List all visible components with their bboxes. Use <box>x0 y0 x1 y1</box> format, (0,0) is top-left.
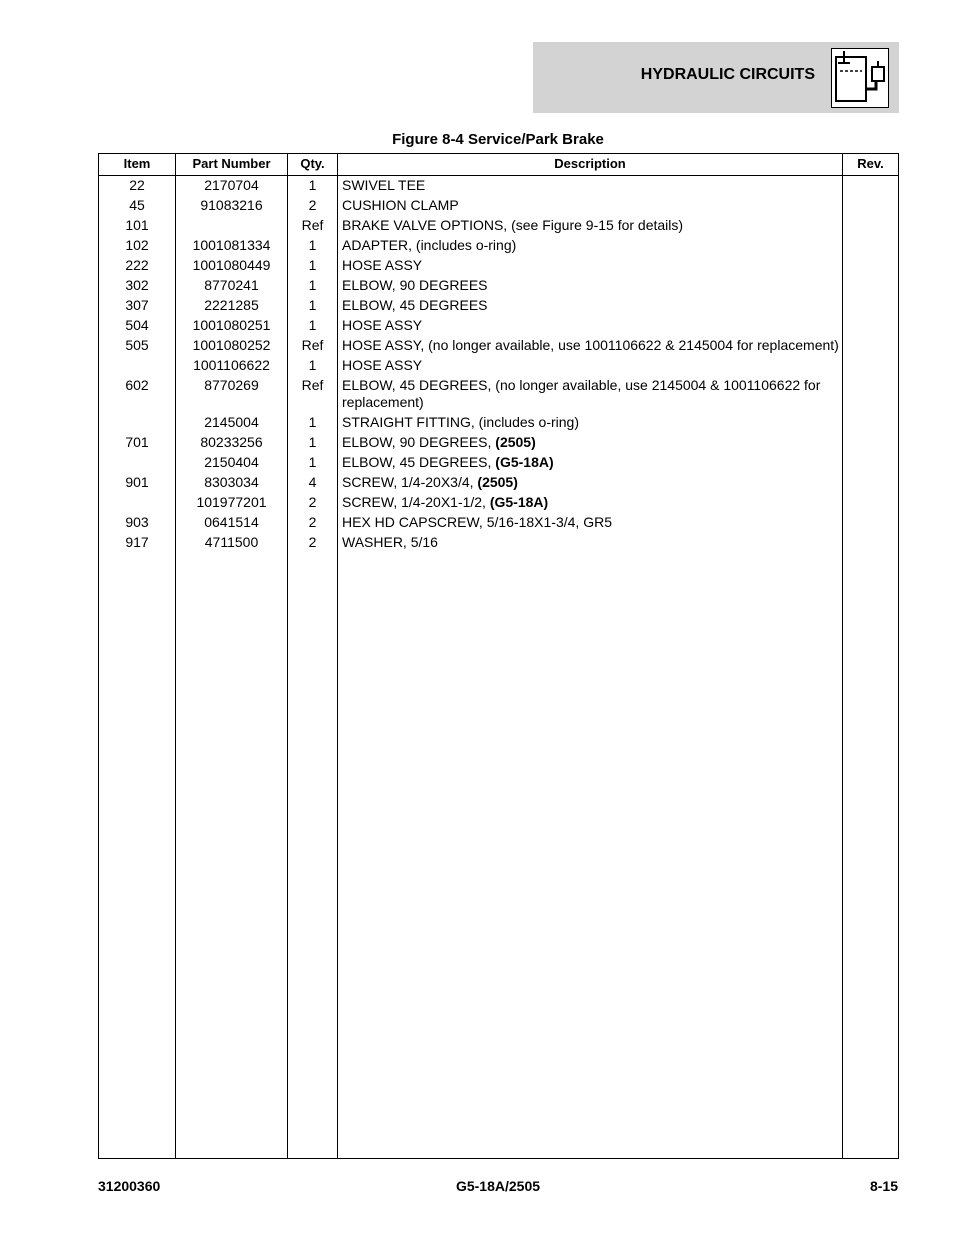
item-number <box>99 493 175 494</box>
description <box>342 433 842 451</box>
item-number: 101 <box>125 217 149 233</box>
description <box>342 276 842 294</box>
description-text: HOSE ASSY <box>342 257 423 273</box>
quantity: Ref <box>301 337 324 353</box>
item-number: 504 <box>125 317 149 333</box>
item-number: 903 <box>125 514 149 530</box>
part-number: 2145004 <box>204 414 259 430</box>
table-row <box>99 376 898 413</box>
quantity: 2 <box>308 494 317 510</box>
description-text: ELBOW, 45 DEGREES <box>342 297 488 313</box>
part-number: 8303034 <box>204 474 259 490</box>
model-variant: (G5-18A) <box>489 494 549 510</box>
quantity: 1 <box>308 297 317 313</box>
table-row <box>99 256 898 276</box>
part-number: 2150404 <box>204 454 259 470</box>
part-number: 80233256 <box>200 434 263 450</box>
description <box>342 453 842 471</box>
table-row <box>99 216 898 236</box>
description-text: SWIVEL TEE <box>342 177 426 193</box>
column-header-part-number: Part Number <box>192 156 271 171</box>
item-number: 505 <box>125 337 149 353</box>
description-text: ELBOW, 45 DEGREES, (no longer available, use 2145004 & 1001106622 for replacement) <box>342 377 821 410</box>
item-number: 701 <box>125 434 149 450</box>
table-row <box>99 513 898 533</box>
table-row <box>99 413 898 433</box>
footer-page-number: 8-15 <box>869 1178 898 1194</box>
description-text: HOSE ASSY <box>342 357 423 373</box>
table-row <box>99 236 898 256</box>
item-number: 602 <box>125 377 149 393</box>
model-variant: (G5-18A) <box>495 454 554 470</box>
table-row <box>99 276 898 296</box>
description-text: HEX HD CAPSCREW, 5/16-18X1-3/4, GR5 <box>342 514 612 530</box>
quantity: 1 <box>308 454 317 470</box>
table-row <box>99 176 898 196</box>
table-row <box>99 296 898 316</box>
item-number: 102 <box>125 237 149 253</box>
footer-doc-number: 31200360 <box>98 1178 161 1194</box>
part-number <box>176 216 287 217</box>
quantity: 1 <box>308 434 317 450</box>
part-number: 91083216 <box>200 197 263 213</box>
description <box>342 473 842 491</box>
part-number: 1001081334 <box>192 237 271 253</box>
part-number: 8770269 <box>204 377 259 393</box>
item-number: 45 <box>129 197 145 213</box>
part-number: 1001106622 <box>193 357 270 373</box>
part-number: 1001080252 <box>192 337 271 353</box>
hydraulic-reservoir-icon <box>831 48 889 108</box>
quantity: 2 <box>308 534 317 550</box>
item-number <box>99 356 175 357</box>
quantity: 4 <box>308 474 317 490</box>
quantity: 1 <box>308 414 317 430</box>
table-row <box>99 316 898 336</box>
figure-title: Figure 8-4 Service/Park Brake <box>392 131 604 148</box>
description <box>342 376 842 411</box>
parts-table <box>98 153 899 1159</box>
model-variant: (2505) <box>477 474 518 490</box>
description <box>342 236 842 254</box>
quantity: 1 <box>308 317 317 333</box>
item-number: 22 <box>129 177 145 193</box>
item-number: 302 <box>125 277 149 293</box>
quantity: 1 <box>308 357 317 373</box>
column-header-description: Description <box>554 156 626 171</box>
section-header <box>533 42 899 113</box>
description-text: ELBOW, 90 DEGREES <box>342 277 488 293</box>
table-body <box>99 176 898 553</box>
description <box>342 336 847 354</box>
part-number: 2221285 <box>204 297 259 313</box>
quantity: 1 <box>308 277 317 293</box>
quantity: 1 <box>308 237 317 253</box>
description <box>342 176 842 194</box>
column-header-item: Item <box>123 156 151 171</box>
part-number: 8770241 <box>204 277 259 293</box>
part-number: 2170704 <box>204 177 259 193</box>
quantity: Ref <box>301 217 324 233</box>
description <box>342 256 842 274</box>
table-row <box>99 493 898 513</box>
description <box>342 196 842 214</box>
description-text: ELBOW, 90 DEGREES, <box>342 434 496 450</box>
description <box>342 413 842 431</box>
part-number: 101977201 <box>196 494 267 510</box>
column-header-qty: Qty. <box>300 156 325 171</box>
table-row <box>99 453 898 473</box>
part-number: 1001080449 <box>192 257 271 273</box>
table-row <box>99 196 898 216</box>
description-text: SCREW, 1/4-20X3/4, <box>342 474 478 490</box>
description <box>342 493 842 511</box>
item-number: 901 <box>125 474 149 490</box>
table-row <box>99 336 898 356</box>
description-text: HOSE ASSY, (no longer available, use 1001106622 & 2145004 for replacement) <box>342 337 839 353</box>
model-variant: (2505) <box>495 434 536 450</box>
description <box>342 533 842 551</box>
description-text: HOSE ASSY <box>342 317 423 333</box>
item-number <box>99 413 175 414</box>
description-text: BRAKE VALVE OPTIONS, (see Figure 9-15 for details) <box>342 217 684 233</box>
quantity: 1 <box>308 257 317 273</box>
item-number: 917 <box>125 534 149 550</box>
table-row <box>99 433 898 453</box>
quantity: 2 <box>308 514 317 530</box>
description <box>342 296 842 314</box>
description-text: ADAPTER, (includes o-ring) <box>342 237 517 253</box>
part-number: 4711500 <box>204 534 259 550</box>
column-header-rev: Rev. <box>857 156 884 171</box>
table-row <box>99 473 898 493</box>
table-row <box>99 533 898 553</box>
description-text: ELBOW, 45 DEGREES, <box>342 454 496 470</box>
quantity: Ref <box>301 377 324 393</box>
quantity: 1 <box>308 177 317 193</box>
section-title: HYDRAULIC CIRCUITS <box>640 66 815 83</box>
description <box>342 216 842 234</box>
item-number <box>99 453 175 454</box>
item-number: 222 <box>125 257 149 273</box>
description-text: SCREW, 1/4-20X1-1/2, <box>342 494 490 510</box>
description-text: STRAIGHT FITTING, (includes o-ring) <box>342 414 580 430</box>
description <box>342 513 842 531</box>
description-text: WASHER, 5/16 <box>342 534 438 550</box>
part-number: 1001080251 <box>192 317 271 333</box>
description <box>342 316 842 334</box>
footer-model: G5-18A/2505 <box>455 1178 541 1194</box>
quantity: 2 <box>308 197 317 213</box>
description <box>342 356 842 374</box>
description-text: CUSHION CLAMP <box>342 197 459 213</box>
item-number: 307 <box>125 297 149 313</box>
part-number: 0641514 <box>204 514 259 530</box>
table-row <box>99 356 898 376</box>
